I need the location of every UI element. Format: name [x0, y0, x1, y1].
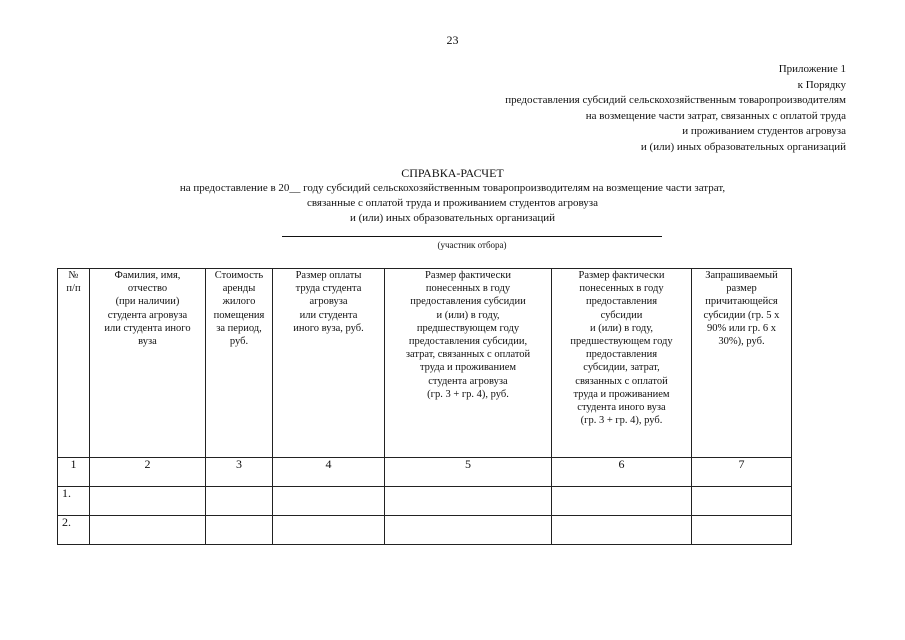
page-number: 23: [446, 33, 459, 47]
header-line: Размер фактически: [425, 270, 511, 281]
subtitle-line: на предоставление в 20__ году субсидий сельскохозяйственным товаропроизводителям на возмещение части затрат,: [179, 182, 726, 194]
header-line: Фамилия, имя,: [114, 270, 181, 281]
header-line: предоставления: [585, 296, 658, 308]
header-line: 90% или гр. 6 х: [707, 322, 776, 334]
header-cell: [692, 269, 792, 458]
column-number: 3: [206, 458, 273, 487]
header-line: Размер фактически: [578, 270, 665, 281]
header-line: помещения: [213, 309, 265, 321]
header-line: жилого: [222, 296, 256, 308]
table-header-row: [58, 269, 792, 458]
header-line: размер: [726, 283, 757, 295]
table-row: [58, 487, 792, 516]
document-subtitle: [0, 181, 905, 226]
header-line: руб.: [229, 336, 249, 348]
header-line: Запрашиваемый: [705, 270, 778, 281]
table-cell: [385, 516, 552, 545]
header-line: понесенных в году: [579, 283, 664, 295]
table-cell: [206, 516, 273, 545]
header-line: Размер оплаты: [295, 270, 362, 281]
column-number: 7: [692, 458, 792, 487]
header-cell: [58, 269, 90, 458]
participant-underline: [282, 236, 662, 237]
table-cell: [206, 487, 273, 516]
header-line: аренды: [222, 283, 256, 295]
header-line: отчество: [127, 283, 168, 295]
column-number: 1: [58, 458, 90, 487]
table-cell: [692, 516, 792, 545]
column-number: 5: [385, 458, 552, 487]
table-cell: [552, 487, 692, 516]
appendix-line: предоставления субсидий сельскохозяйственным товаропроизводителям: [505, 94, 846, 107]
header-line: субсидии, затрат,: [583, 362, 660, 374]
header-cell: [206, 269, 273, 458]
header-line: и (или) в году,: [589, 322, 654, 334]
header-line: студента агровуза: [428, 375, 508, 387]
header-cell: [385, 269, 552, 458]
table-cell: [90, 487, 206, 516]
header-line: или студента: [299, 309, 358, 321]
header-line: понесенных в году: [425, 283, 511, 295]
header-line: предоставления субсидии,: [408, 336, 528, 348]
subtitle-line: связанные с оплатой труда и проживанием студентов агровуза: [306, 197, 599, 209]
table-cell: [90, 516, 206, 545]
header-line: субсидии (гр. 5 х: [703, 309, 780, 321]
column-number-row: [58, 458, 792, 487]
appendix-line: и проживанием студентов агровуза: [682, 125, 846, 138]
header-line: за период,: [216, 322, 262, 334]
row-number: 2.: [58, 516, 90, 545]
header-line: затрат, связанных с оплатой: [405, 349, 531, 361]
header-cell: [552, 269, 692, 458]
column-number: 6: [552, 458, 692, 487]
header-line: труда студента: [295, 283, 362, 295]
appendix-block: [505, 62, 846, 156]
table-cell: [273, 487, 385, 516]
header-line: (гр. 3 + гр. 4), руб.: [427, 388, 509, 400]
appendix-line: и (или) иных образовательных организаций: [640, 140, 846, 153]
header-line: субсидии: [600, 309, 643, 321]
header-line: предоставления: [585, 349, 658, 361]
header-line: труда и проживанием: [419, 362, 517, 374]
column-number: 4: [273, 458, 385, 487]
participant-caption: (участник отбора): [437, 240, 507, 250]
header-line: студента агровуза: [107, 309, 188, 321]
column-number: 2: [90, 458, 206, 487]
row-number: 1.: [58, 487, 90, 516]
header-line: (при наличии): [115, 296, 180, 308]
appendix-line: Приложение 1: [778, 63, 846, 75]
header-line: студента иного вуза: [577, 402, 666, 414]
title-block: [0, 166, 905, 226]
header-cell: [273, 269, 385, 458]
header-line: или студента иного: [104, 322, 191, 334]
header-line: причитающейся: [705, 296, 778, 308]
table-cell: [552, 516, 692, 545]
table-cell: [273, 516, 385, 545]
header-line: Стоимость: [214, 270, 264, 281]
header-cell: [90, 269, 206, 458]
header-line: предоставления субсидии: [410, 296, 526, 308]
header-line: иного вуза, руб.: [293, 322, 364, 334]
header-line: предшествующем году: [416, 322, 520, 334]
table-row: [58, 516, 792, 545]
header-line: (гр. 3 + гр. 4), руб.: [580, 415, 663, 427]
header-line: вуза: [138, 336, 157, 348]
appendix-line: на возмещение части затрат, связанных с оплатой труда: [585, 109, 846, 122]
header-line: труда и проживанием: [573, 388, 670, 400]
header-line: связанных с оплатой: [575, 375, 668, 387]
header-line: п/п: [66, 283, 81, 295]
header-line: №: [68, 270, 79, 281]
table-cell: [385, 487, 552, 516]
table-cell: [692, 487, 792, 516]
header-line: агровуза: [309, 296, 348, 308]
document-title: СПРАВКА-РАСЧЕТ: [401, 166, 504, 180]
header-line: 30%), руб.: [718, 336, 765, 348]
header-line: и (или) в году,: [436, 309, 500, 321]
header-line: предшествующем году: [570, 336, 673, 348]
calculation-table: [57, 268, 792, 545]
subtitle-line: и (или) иных образовательных организаций: [349, 212, 556, 224]
appendix-line: к Порядку: [797, 78, 846, 91]
